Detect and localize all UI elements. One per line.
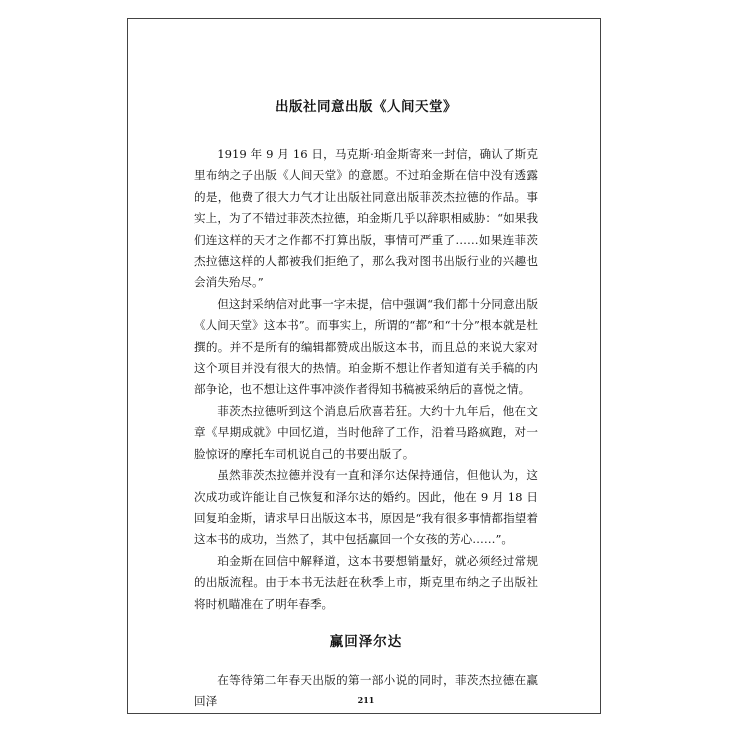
paragraph-2: 但这封采纳信对此事一字未提，信中强调“我们都十分同意出版《人间天堂》这本书”。而事实上，所谓的“都”和“十分”根本就是杜撰的。并不是所有的编辑都赞成出版这本书，而且总的来说大家对这个项目并没有很大的热情。珀金斯不想让作者知道有关手稿的内部争论，也不想让这件事冲淡作者得知书稿被采纳后的喜悦之情。: [194, 296, 538, 397]
chapter-heading: 出版社同意出版《人间天堂》: [275, 99, 457, 115]
section-heading: 赢回泽尔达: [329, 634, 403, 650]
book-page: [127, 18, 601, 714]
page-number: 211: [357, 695, 375, 705]
section-body-text: [194, 670, 538, 713]
paragraph-3: 菲茨杰拉德听到这个消息后欣喜若狂。大约十九年后，他在文章《早期成就》中回忆道，当时他辞了工作，沿着马路疯跑，对一脸惊讶的摩托车司机说自己的书要出版了。: [194, 403, 538, 461]
paragraph-5: 珀金斯在回信中解释道，这本书要想销量好，就必须经过常规的出版流程。由于本书无法赶在秋季上市，斯克里布纳之子出版社将时机瞄准在了明年春季。: [194, 553, 538, 611]
section-paragraph: 在等待第二年春天出版的第一部小说的同时，菲茨杰拉德在赢回泽: [194, 673, 538, 709]
body-text: [194, 144, 538, 615]
paragraph-4: 虽然菲茨杰拉德并没有一直和泽尔达保持通信，但他认为，这次成功或许能让自己恢复和泽尔达的婚约。因此，他在 9 月 18 日回复珀金斯，请求早日出版这本书，原因是“我有很多事情都指望着这本书的成功，当然了，其中包括赢回一个女孩的芳心……”。: [194, 468, 538, 547]
paragraph-1: 1919 年 9 月 16 日，马克斯·珀金斯寄来一封信，确认了斯克里布纳之子出版《人间天堂》的意愿。不过珀金斯在信中没有透露的是，他费了很大力气才让出版社同意出版菲茨杰拉德的作品。事实上，为了不错过菲茨杰拉德，珀金斯几乎以辞职相威胁：“如果我们连这样的天才之作都不打算出版，事情可严重了……如果连菲茨杰拉德这样的人都被我们拒绝了，那么我对图书出版行业的兴趣也会消失殆尽。”: [194, 147, 538, 290]
